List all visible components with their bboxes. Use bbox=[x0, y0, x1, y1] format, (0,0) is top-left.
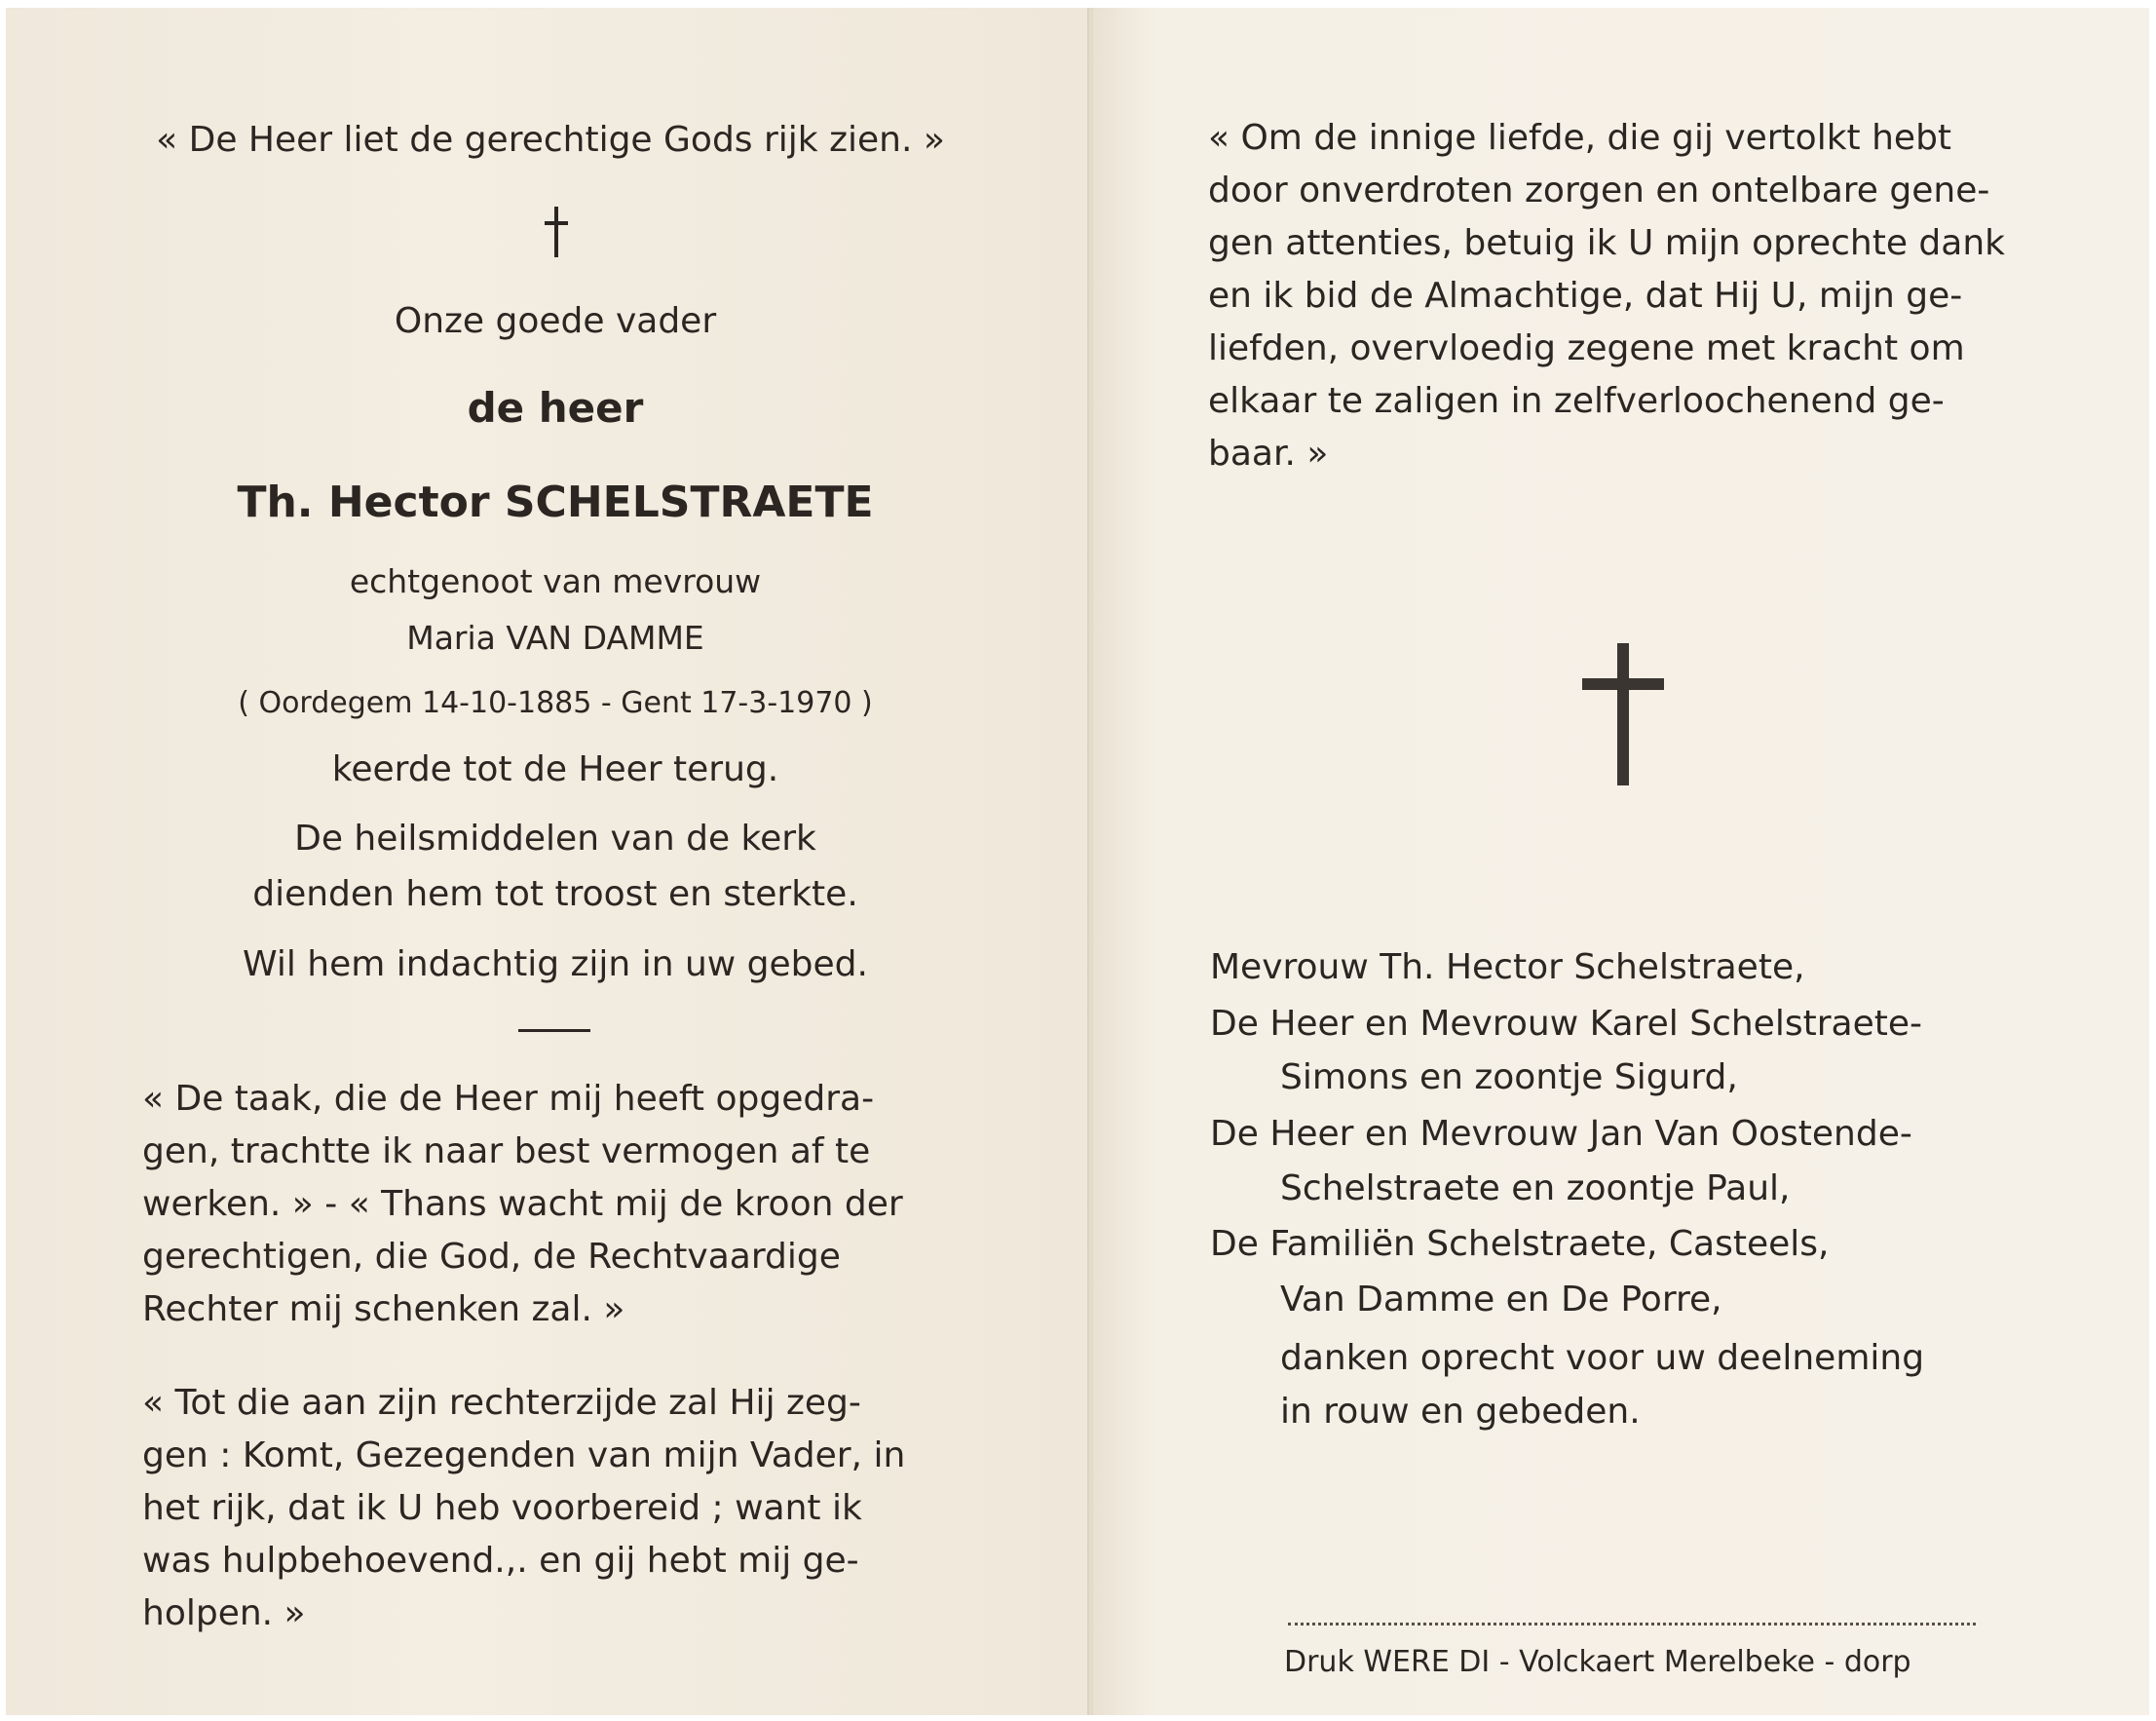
large-cross-icon bbox=[1582, 643, 1664, 785]
honorific: de heer bbox=[467, 384, 644, 432]
family-line: De Heer en Mevrouw Jan Van Oostende- bbox=[1210, 1114, 1912, 1154]
prayer-line: Wil hem indachtig zijn in uw gebed. bbox=[243, 944, 868, 984]
quote-love-line: en ik bid de Almachtige, dat Hij U, mijn ge- bbox=[1208, 276, 1963, 316]
deceased-name: Th. Hector SCHELSTRAETE bbox=[237, 478, 874, 527]
small-cross-icon bbox=[545, 207, 568, 257]
quote-love-line: baar. » bbox=[1208, 434, 1329, 474]
sacraments-line-1: De heilsmiddelen van de kerk bbox=[294, 819, 816, 859]
family-line: De Heer en Mevrouw Karel Schelstraete- bbox=[1210, 1004, 1922, 1044]
dotted-rule bbox=[1288, 1623, 1976, 1625]
family-line: danken oprecht voor uw deelneming bbox=[1280, 1338, 1925, 1378]
divider bbox=[518, 1029, 590, 1032]
opening-quote: « De Heer liet de gerechtige Gods rijk zien. » bbox=[156, 120, 945, 160]
intro-line: Onze goede vader bbox=[394, 301, 717, 341]
quote-task-line: gen, trachtte ik naar best vermogen af te bbox=[142, 1131, 871, 1171]
family-line: Schelstraete en zoontje Paul, bbox=[1280, 1168, 1791, 1208]
quote-kingdom-line: « Tot die aan zijn rechterzijde zal Hij zeg- bbox=[142, 1383, 861, 1423]
family-line: Mevrouw Th. Hector Schelstraete, bbox=[1210, 947, 1805, 987]
family-line: Van Damme en De Porre, bbox=[1280, 1280, 1722, 1319]
life-dates: ( Oordegem 14-10-1885 - Gent 17-3-1970 ) bbox=[238, 686, 873, 720]
printer-credit: Druk WERE DI - Volckaert Merelbeke - dorp bbox=[1284, 1645, 1911, 1679]
quote-task-line: werken. » - « Thans wacht mij de kroon der bbox=[142, 1184, 903, 1224]
family-line: in rouw en gebeden. bbox=[1280, 1392, 1641, 1432]
quote-kingdom-line: was hulpbehoevend.,. en gij hebt mij ge- bbox=[142, 1541, 859, 1581]
quote-love-line: door onverdroten zorgen en ontelbare gene- bbox=[1208, 171, 1990, 210]
family-line: Simons en zoontje Sigurd, bbox=[1280, 1057, 1738, 1097]
quote-love-line: « Om de innige liefde, die gij vertolkt hebt bbox=[1208, 118, 1952, 158]
right-panel bbox=[1093, 8, 2149, 1715]
quote-kingdom-line: het rijk, dat ik U heb voorbereid ; want ik bbox=[142, 1488, 862, 1528]
quote-task-line: gerechtigen, die God, de Rechtvaardige bbox=[142, 1237, 841, 1277]
quote-kingdom-line: gen : Komt, Gezegenden van mijn Vader, in bbox=[142, 1435, 906, 1475]
sacraments-line-2: dienden hem tot troost en sterkte. bbox=[252, 874, 858, 914]
family-line: De Familiën Schelstraete, Casteels, bbox=[1210, 1224, 1830, 1264]
quote-task-line: Rechter mij schenken zal. » bbox=[142, 1289, 625, 1329]
quote-love-line: gen attenties, betuig ik U mijn oprechte dank bbox=[1208, 223, 2005, 263]
quote-kingdom-line: holpen. » bbox=[142, 1593, 306, 1633]
quote-love-line: liefden, overvloedig zegene met kracht om bbox=[1208, 328, 1965, 368]
quote-task-line: « De taak, die de Heer mij heeft opgedra- bbox=[142, 1079, 875, 1119]
spouse-name: Maria VAN DAMME bbox=[406, 619, 704, 657]
spouse-line: echtgenoot van mevrouw bbox=[349, 562, 762, 600]
quote-love-line: elkaar te zaligen in zelfverloochenend ge- bbox=[1208, 381, 1945, 421]
returned-line: keerde tot de Heer terug. bbox=[331, 749, 779, 789]
